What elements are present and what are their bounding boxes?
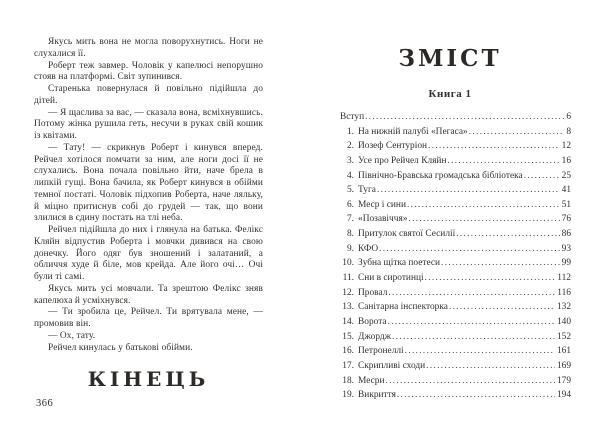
toc-entry bbox=[340, 360, 571, 375]
toc-leader-dots bbox=[441, 257, 560, 268]
toc-entry-title: Меср і сини bbox=[358, 199, 406, 210]
toc-entry bbox=[340, 345, 571, 360]
toc-entry-page-number: 152 bbox=[556, 331, 571, 342]
toc-entry-number: 13. bbox=[342, 302, 354, 313]
story-paragraph: — Ох, тату. bbox=[48, 330, 96, 341]
toc-entry-number: 4. bbox=[346, 170, 354, 181]
toc-list bbox=[340, 111, 571, 404]
toc-leader-dots bbox=[447, 155, 559, 166]
toc-entry-title: Вступ bbox=[340, 112, 365, 122]
toc-entry bbox=[340, 199, 571, 214]
toc-entry-title: Туга bbox=[358, 185, 376, 196]
toc-entry bbox=[340, 140, 571, 155]
toc-entry-title: КФО bbox=[358, 243, 379, 254]
toc-entry bbox=[340, 126, 571, 141]
toc-entry-page-number: 86 bbox=[561, 229, 571, 240]
story-paragraph: Старенька повернулася й повільно підійшла до дітей. bbox=[34, 84, 263, 106]
toc-entry-title: Петронеллі bbox=[358, 346, 404, 357]
book-section-label: Книга 1 bbox=[428, 88, 472, 100]
toc-entry-title: Зубна щітка поетеси bbox=[358, 258, 441, 269]
toc-leader-dots bbox=[426, 360, 555, 371]
toc-entry-page-number: 6 bbox=[566, 112, 571, 122]
toc-entry bbox=[340, 331, 571, 346]
toc-entry-page-number: 76 bbox=[561, 214, 571, 225]
toc-entry-page-number: 132 bbox=[556, 302, 571, 313]
story-paragraph: Рейчел кинулась у батькові обійми. bbox=[48, 342, 193, 353]
toc-entry-number: 5. bbox=[346, 185, 354, 196]
toc-entry-page-number: 41 bbox=[561, 185, 571, 196]
toc-leader-dots bbox=[405, 345, 555, 356]
toc-entry-number: 18. bbox=[342, 375, 354, 386]
toc-heading: ЗМІСТ bbox=[398, 45, 502, 72]
toc-entry-number: 19. bbox=[342, 390, 354, 401]
toc-entry-title: Ворота bbox=[358, 316, 387, 327]
toc-entry-title: Провал bbox=[358, 287, 388, 298]
toc-entry bbox=[340, 184, 571, 199]
toc-leader-dots bbox=[408, 213, 559, 224]
story-paragraph: — Ти зробила це, Рейчел. Ти врятувала мене, — промовив він. bbox=[34, 307, 263, 329]
toc-entry bbox=[340, 243, 571, 258]
story-paragraph: Рейчел підійшла до них і глянула на батька. Фелікс Кляйн відпустив Роберта і мовчки дивився на свою донечку. Його одяг був зношений і залатаний, а обличчя худе й біле, мов крейда. Але його очі… Очі були ті самі. bbox=[34, 225, 263, 282]
toc-leader-dots bbox=[397, 389, 555, 400]
toc-entry-page-number: 99 bbox=[561, 258, 571, 269]
toc-entry-title: Скрипливі сходи bbox=[358, 360, 426, 371]
toc-entry-number: 2. bbox=[346, 141, 354, 152]
toc-leader-dots bbox=[425, 272, 556, 283]
toc-entry-page-number: 161 bbox=[556, 346, 571, 357]
story-paragraph: Якусь мить усі мовчали. Та зрештою Фелікс зняв капелюха й усміхнувся. bbox=[34, 283, 263, 306]
toc-entry-page-number: 25 bbox=[561, 170, 571, 181]
toc-entry-number: 16. bbox=[342, 346, 354, 357]
toc-entry-page-number: 16 bbox=[561, 155, 571, 166]
toc-entry-number: 10. bbox=[342, 258, 354, 269]
toc-leader-dots bbox=[377, 184, 560, 195]
toc-entry-number: 1. bbox=[346, 126, 354, 137]
toc-entry-number: 17. bbox=[342, 360, 354, 371]
toc-entry-page-number: 140 bbox=[556, 316, 571, 327]
toc-entry-number: 7. bbox=[346, 214, 354, 225]
toc-leader-dots bbox=[385, 375, 554, 386]
toc-entry bbox=[340, 375, 571, 390]
the-end-label: КІНЕЦЬ bbox=[87, 367, 210, 392]
toc-entry-page-number: 12 bbox=[561, 141, 571, 152]
toc-entry-page-number: 51 bbox=[561, 199, 571, 210]
toc-entry-title: «Позавіччя» bbox=[358, 214, 408, 225]
toc-entry-number: 14. bbox=[342, 316, 354, 327]
toc-entry-number: 9. bbox=[346, 243, 354, 254]
right-page bbox=[300, 0, 600, 434]
toc-entry-page-number: 8 bbox=[566, 126, 571, 137]
toc-entry bbox=[340, 389, 571, 404]
toc-entry bbox=[340, 228, 571, 243]
story-paragraph: Роберт теж завмер. Чоловік у капелюсі непорушно стояв на платформі. Світ зупинився. bbox=[34, 60, 263, 83]
toc-entry-page-number: 179 bbox=[556, 375, 571, 386]
toc-entry bbox=[340, 287, 571, 302]
toc-entry-title: Північно-Бравська громадська бібліотека bbox=[358, 170, 523, 181]
toc-entry-title: На нижній палубі «Пегаса» bbox=[358, 126, 468, 137]
toc-entry-number: 12. bbox=[342, 287, 354, 298]
toc-entry-title: Санітарна інспекторка bbox=[358, 302, 448, 313]
toc-entry-number: 3. bbox=[346, 155, 354, 166]
toc-entry-title: Йозеф Сентуріон bbox=[358, 141, 428, 152]
toc-entry-page-number: 169 bbox=[556, 360, 571, 371]
toc-leader-dots bbox=[456, 228, 559, 239]
left-page-number: 366 bbox=[36, 398, 54, 409]
toc-leader-dots bbox=[392, 331, 555, 342]
toc-leader-dots bbox=[388, 316, 555, 327]
toc-entry-title: Сни в сиротинці bbox=[358, 273, 424, 284]
story-paragraph: — Тату! — скрикнув Роберт і кинувся вперед. Рейчел хотілося помчати за ним, але ноги досі її не слухались. Вона почала повільно йти, наче брела в липкій гущі. Вона бачила, як Роберт кинувся в обійми темної постаті. Чоловік підхопив Роберта, наче ляльку, й міцно притиснув собі до грудей — так, що вони злилися в єдину постать на тлі неба. bbox=[34, 142, 263, 224]
toc-leader-dots bbox=[449, 301, 555, 312]
toc-entry-page-number: 194 bbox=[556, 390, 571, 401]
toc-entry-title: Джордж bbox=[358, 331, 392, 342]
toc-leader-dots bbox=[365, 111, 564, 122]
toc-leader-dots bbox=[524, 170, 560, 181]
toc-entry-number: 15. bbox=[342, 331, 354, 342]
toc-leader-dots bbox=[379, 243, 559, 254]
toc-entry bbox=[340, 272, 571, 287]
toc-entry bbox=[340, 301, 571, 316]
toc-entry bbox=[340, 155, 571, 170]
toc-entry-title: Викриття bbox=[358, 390, 396, 401]
toc-entry-number: 11. bbox=[342, 273, 354, 284]
story-paragraph: — Я щаслива за вас, — сказала вона, всміхнувшись. Потому жінка рушила геть, несучи в руках свій кошик із квітами. bbox=[34, 107, 263, 141]
toc-leader-dots bbox=[469, 126, 565, 137]
left-page-text bbox=[34, 37, 263, 391]
toc-leader-dots bbox=[428, 140, 560, 151]
toc-leader-dots bbox=[407, 199, 560, 210]
toc-entry-page-number: 112 bbox=[557, 273, 571, 284]
toc-entry-page-number: 93 bbox=[561, 243, 571, 254]
toc-entry-title: Усе про Рейчел Кляйн bbox=[358, 155, 447, 166]
toc-entry bbox=[340, 170, 571, 185]
toc-entry bbox=[340, 213, 571, 228]
toc-entry bbox=[340, 316, 571, 331]
toc-entry bbox=[340, 257, 571, 272]
toc-entry-title: Притулок святої Сесилії bbox=[358, 229, 456, 240]
toc-entry-number: 6. bbox=[346, 199, 354, 210]
toc-entry-title: Месри bbox=[358, 375, 385, 386]
toc-entry-number: 8. bbox=[346, 229, 354, 240]
story-paragraph: Якусь мить вона не могла поворухнутись. Ноги не слухалися її. bbox=[34, 37, 263, 59]
toc-leader-dots bbox=[388, 287, 555, 298]
toc-entry bbox=[340, 111, 571, 126]
toc-entry-page-number: 116 bbox=[557, 287, 571, 298]
